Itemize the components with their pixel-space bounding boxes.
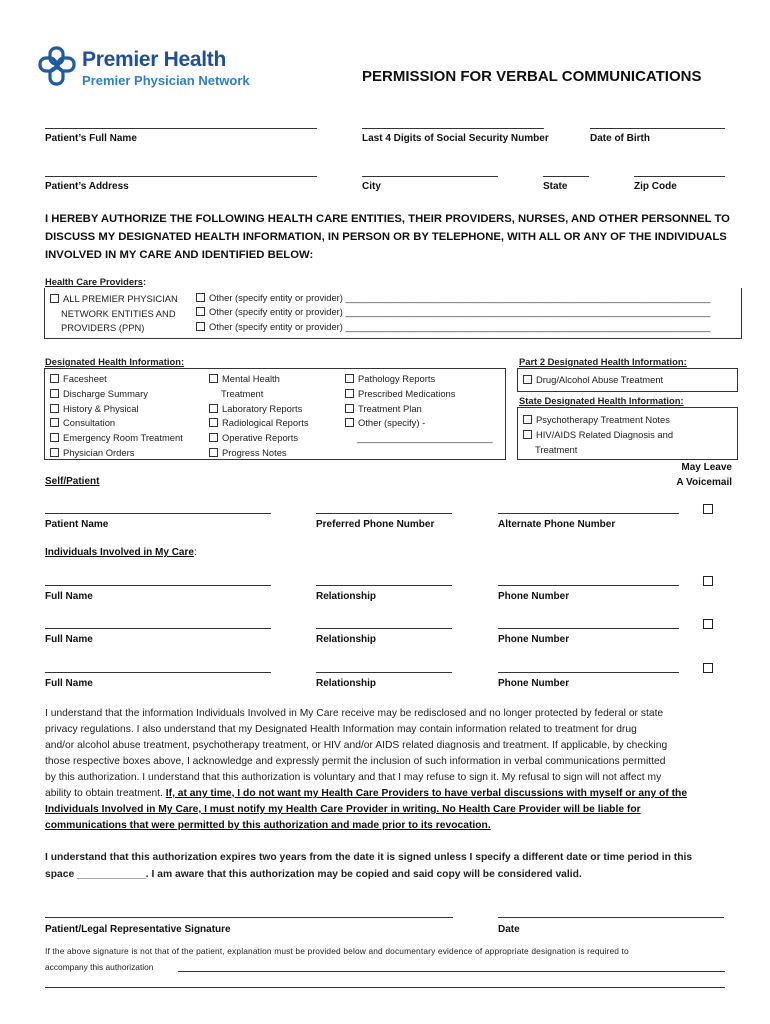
- state-label: State: [543, 181, 568, 192]
- providers-heading: Health Care Providers:: [45, 276, 147, 287]
- psychotherapy-checkbox[interactable]: Psychotherapy Treatment Notes: [523, 413, 673, 428]
- other-provider-3-checkbox[interactable]: [196, 322, 205, 331]
- pathology-reports-checkbox[interactable]: Pathology Reports: [345, 372, 493, 387]
- checkbox[interactable]: [345, 374, 354, 383]
- checkbox[interactable]: [50, 374, 59, 383]
- self-patient-heading: Self/Patient: [45, 476, 100, 487]
- ssn-field[interactable]: [362, 128, 544, 129]
- zip-field[interactable]: [634, 176, 725, 177]
- city-label: City: [362, 181, 381, 192]
- facesheet-checkbox[interactable]: Facesheet: [50, 372, 183, 387]
- patient-name-label: Patient Name: [45, 519, 109, 530]
- city-field[interactable]: [362, 176, 498, 177]
- premier-health-cross-icon: [38, 46, 80, 88]
- history-physical-checkbox[interactable]: History & Physical: [50, 402, 183, 417]
- preferred-phone-field[interactable]: [316, 513, 452, 514]
- individual-1-voicemail-checkbox[interactable]: [703, 576, 713, 586]
- ppn-checkbox-box[interactable]: [50, 294, 59, 303]
- network-name: Premier Physician Network: [82, 73, 250, 88]
- individuals-heading: Individuals Involved in My Care:: [45, 547, 197, 558]
- designated-col1: [50, 372, 183, 461]
- designated-col3: [345, 372, 493, 446]
- checkbox[interactable]: [345, 418, 354, 427]
- patient-voicemail-checkbox[interactable]: [703, 504, 713, 514]
- individual-2-phone-label: Phone Number: [498, 634, 570, 645]
- individual-3-voicemail-checkbox[interactable]: [703, 663, 713, 673]
- individual-3-phone-label: Phone Number: [498, 678, 570, 689]
- individual-2-relationship-field[interactable]: [316, 628, 452, 629]
- individual-1-relationship-field[interactable]: [316, 585, 452, 586]
- individual-3-phone-field[interactable]: [498, 672, 679, 673]
- state-designated-heading: State Designated Health Information:: [519, 395, 684, 406]
- checkbox[interactable]: [209, 374, 218, 383]
- checkbox[interactable]: [209, 448, 218, 457]
- checkbox[interactable]: [50, 433, 59, 442]
- individual-1-phone-field[interactable]: [498, 585, 679, 586]
- checkbox[interactable]: [523, 430, 532, 439]
- checkbox[interactable]: [523, 415, 532, 424]
- date-label: Date: [498, 924, 520, 935]
- state-designated-items: Psychotherapy Treatment Notes HIV/AIDS Related Diagnosis and Treatment: [523, 413, 673, 457]
- state-field[interactable]: [543, 176, 589, 177]
- individual-3-name-field[interactable]: [45, 672, 271, 673]
- checkbox[interactable]: [50, 448, 59, 457]
- checkbox[interactable]: [50, 404, 59, 413]
- operative-reports-checkbox[interactable]: Operative Reports: [209, 431, 309, 446]
- prescribed-medications-checkbox[interactable]: Prescribed Medications: [345, 387, 493, 402]
- other-specify-field[interactable]: __________________________: [357, 432, 493, 444]
- alternate-phone-label: Alternate Phone Number: [498, 519, 616, 530]
- individual-2-name-field[interactable]: [45, 628, 271, 629]
- logo: [38, 44, 268, 94]
- other-provider-2[interactable]: Other (specify entity or provider) ______________________________________________________________________: [196, 306, 711, 317]
- individual-2-name-label: Full Name: [45, 634, 93, 645]
- voicemail-heading: May Leave A Voicemail: [676, 462, 732, 488]
- other-provider-1-checkbox[interactable]: [196, 293, 205, 302]
- explanation-field-1[interactable]: [178, 971, 725, 972]
- zip-label: Zip Code: [634, 181, 677, 192]
- date-field[interactable]: [498, 917, 724, 918]
- footer-note-2: accompany this authorization: [45, 962, 154, 972]
- individual-1-phone-label: Phone Number: [498, 591, 570, 602]
- individual-3-name-label: Full Name: [45, 678, 93, 689]
- other-specify-checkbox[interactable]: Other (specify) -: [345, 416, 493, 431]
- physician-orders-checkbox[interactable]: Physician Orders: [50, 446, 183, 461]
- explanation-field-2[interactable]: [45, 987, 725, 988]
- laboratory-reports-checkbox[interactable]: Laboratory Reports: [209, 402, 309, 417]
- checkbox[interactable]: [209, 404, 218, 413]
- patient-address-label: Patient’s Address: [45, 181, 129, 192]
- drug-alcohol-checkbox[interactable]: Drug/Alcohol Abuse Treatment: [523, 374, 663, 385]
- treatment-plan-checkbox[interactable]: Treatment Plan: [345, 402, 493, 417]
- other-provider-1[interactable]: Other (specify entity or provider) ______________________________________________________________________: [196, 292, 711, 303]
- ssn-label: Last 4 Digits of Social Security Number: [362, 133, 549, 144]
- form-title: PERMISSION FOR VERBAL COMMUNICATIONS: [362, 68, 702, 85]
- part2-heading: Part 2 Designated Health Information:: [519, 356, 687, 367]
- dob-field[interactable]: [590, 128, 725, 129]
- progress-notes-checkbox[interactable]: Progress Notes: [209, 446, 309, 461]
- individual-2-voicemail-checkbox[interactable]: [703, 619, 713, 629]
- individual-1-name-field[interactable]: [45, 585, 271, 586]
- designated-heading: Designated Health Information:: [45, 356, 185, 367]
- checkbox[interactable]: [345, 389, 354, 398]
- preferred-phone-label: Preferred Phone Number: [316, 519, 435, 530]
- other-provider-3[interactable]: Other (specify entity or provider) ______________________________________________________________________: [196, 321, 711, 332]
- signature-label: Patient/Legal Representative Signature: [45, 924, 231, 935]
- discharge-summary-checkbox[interactable]: Discharge Summary: [50, 387, 183, 402]
- individual-3-relationship-label: Relationship: [316, 678, 377, 689]
- hiv-aids-checkbox[interactable]: HIV/AIDS Related Diagnosis and: [523, 428, 673, 443]
- footer-note: If the above signature is not that of the patient, explanation must be provided below and documentary evidence of appropriate designation is required to: [45, 946, 629, 956]
- other-provider-2-checkbox[interactable]: [196, 307, 205, 316]
- individual-2-phone-field[interactable]: [498, 628, 679, 629]
- individual-1-name-label: Full Name: [45, 591, 93, 602]
- designated-col2: Mental Health Treatment Laboratory Reports Radiological Reports Operative Reports Progress Notes: [209, 372, 309, 461]
- individual-2-relationship-label: Relationship: [316, 634, 377, 645]
- disclosure-paragraph: I understand that the information Individuals Involved in My Care receive may be redisclosed and no longer protected by federal or state privacy regulations. I also understand that my Designated Health Information may contain information related to treatment for drug and/or alcohol abuse treatment, psychotherapy treatment, or HIV and/or AIDS related diagnosis and treatment. If applicable, by checking those respective boxes above, I acknowledge and expressly permit the inclusion of such information in verbal communications permitted by this authorization. I understand that this authorization is voluntary and that I may refuse to sign it. My refusal to sign will not affect my ability to obtain treatment. If, at any time, I do not want my Health Care Providers to have verbal discussions with myself or any of the Individuals Involved in My Care, I must notify my Health Care Provider in writing. No Health Care Provider will be liable for communications that were permitted by this authorization and made prior to its revocation.: [45, 708, 688, 831]
- radiological-reports-checkbox[interactable]: Radiological Reports: [209, 416, 309, 431]
- checkbox[interactable]: [50, 418, 59, 427]
- alternate-phone-field[interactable]: [498, 513, 679, 514]
- consultation-checkbox[interactable]: Consultation: [50, 416, 183, 431]
- patient-full-name-label: Patient’s Full Name: [45, 133, 137, 144]
- expiration-paragraph: I understand that this authorization expires two years from the date it is signed unless I specify a different date or time period in this space ____________. I am aware that this authorization may be copied and said copy will be considered valid.: [45, 852, 693, 880]
- signature-field[interactable]: [45, 917, 453, 918]
- brand-name: Premier Health: [82, 48, 227, 71]
- patient-full-name-field[interactable]: [45, 128, 317, 129]
- individual-3-relationship-field[interactable]: [316, 672, 452, 673]
- dob-label: Date of Birth: [590, 133, 650, 144]
- emergency-room-checkbox[interactable]: Emergency Room Treatment: [50, 431, 183, 446]
- mental-health-checkbox[interactable]: Mental Health: [209, 372, 309, 387]
- checkbox[interactable]: [523, 375, 532, 384]
- ppn-checkbox[interactable]: ALL PREMIER PHYSICIAN NETWORK ENTITIES AND PROVIDERS (PPN): [50, 292, 178, 336]
- checkbox[interactable]: [209, 433, 218, 442]
- checkbox[interactable]: [209, 418, 218, 427]
- authorization-statement: I HEREBY AUTHORIZE THE FOLLOWING HEALTH CARE ENTITIES, THEIR PROVIDERS, NURSES, AND OTHER PERSONNEL TO DISCUSS MY DESIGNATED HEALTH INFORMATION, IN PERSON OR BY TELEPHONE, WITH ALL OR ANY OF THE INDIVIDUALS INVOLVED IN MY CARE AND IDENTIFIED BELOW:: [45, 213, 730, 261]
- checkbox[interactable]: [50, 389, 59, 398]
- checkbox[interactable]: [345, 404, 354, 413]
- individual-1-relationship-label: Relationship: [316, 591, 377, 602]
- patient-address-field[interactable]: [45, 176, 317, 177]
- patient-name-field[interactable]: [45, 513, 271, 514]
